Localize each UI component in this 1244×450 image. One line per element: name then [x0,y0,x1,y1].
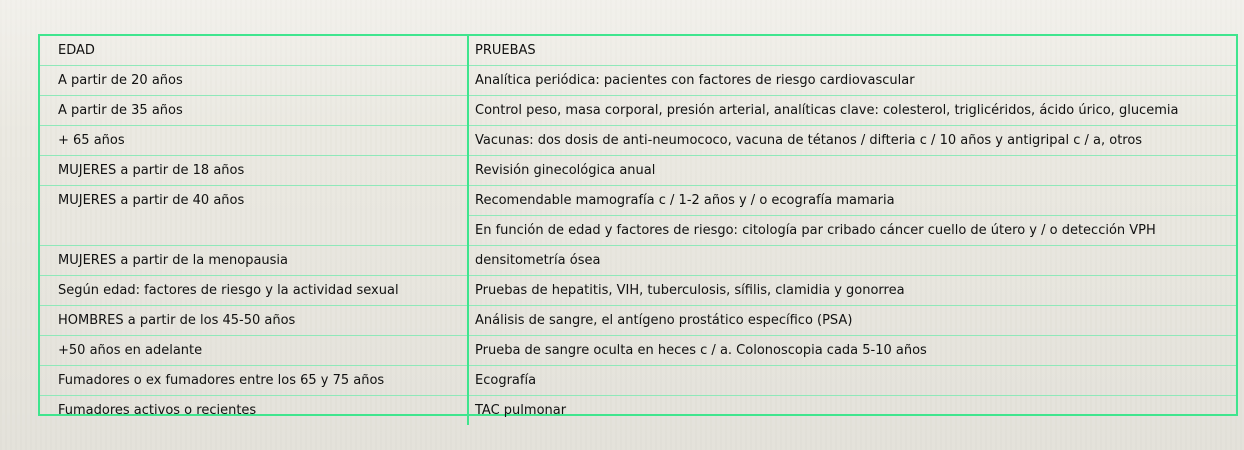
cell-edad [40,216,468,246]
screening-table-grid [40,36,1236,425]
table-row [40,156,1236,186]
cell-edad: MUJERES a partir de la menopausia [40,246,468,276]
cell-prueba: TAC pulmonar [475,403,567,418]
cell-edad: HOMBRES a partir de los 45-50 años [40,306,468,336]
cell-edad: A partir de 20 años [40,66,468,96]
table-row [40,276,1236,306]
table-row [40,396,1236,426]
cell-prueba: Análisis de sangre, el antígeno prostático específico (PSA) [468,306,1236,336]
table-row [40,246,1236,276]
cell-edad: Según edad: factores de riesgo y la actividad sexual [40,276,468,306]
header-edad: EDAD [40,36,468,66]
cell-prueba: Recomendable mamografía c / 1-2 años y / o ecografía mamaria [468,186,1236,216]
cell-prueba: Control peso, masa corporal, presión arterial, analíticas clave: colesterol, triglicéridos, ácido úrico, glucemia [468,96,1236,126]
table-row [40,66,1236,96]
cell-edad: MUJERES a partir de 40 años [40,186,468,216]
cell-prueba: Ecografía [468,366,1236,396]
cell-prueba: En función de edad y factores de riesgo: citología par cribado cáncer cuello de útero y / o detección VPH [468,216,1236,246]
table-row [40,336,1236,366]
table-row [40,216,1236,246]
cell-edad: Fumadores o ex fumadores entre los 65 y 75 años [40,366,468,396]
cell-prueba: Pruebas de hepatitis, VIH, tuberculosis, sífilis, clamidia y gonorrea [468,276,1236,306]
cell-edad: + 65 años [40,126,468,156]
cell-edad: A partir de 35 años [40,96,468,126]
cell-prueba: Prueba de sangre oculta en heces c / a. Colonoscopia cada 5-10 años [468,336,1236,366]
screening-table [38,34,1238,416]
cell-edad: MUJERES a partir de 18 años [40,156,468,186]
table-header-row [40,36,1236,66]
cell-prueba: densitometría ósea [468,246,1236,276]
table-row [40,306,1236,336]
cell-prueba: Vacunas: dos dosis de anti-neumococo, vacuna de tétanos / difteria c / 10 años y antigripal c / a, otros [468,126,1236,156]
table-row [40,366,1236,396]
header-pruebas: PRUEBAS [468,36,1236,66]
cell-prueba: Analítica periódica: pacientes con factores de riesgo cardiovascular [468,66,1236,96]
table-row [40,96,1236,126]
table-row [40,186,1236,216]
cell-edad: +50 años en adelante [40,336,468,366]
cell-edad: Fumadores activos o recientes [40,396,468,426]
table-row [40,126,1236,156]
cell-prueba: Revisión ginecológica anual [468,156,1236,186]
